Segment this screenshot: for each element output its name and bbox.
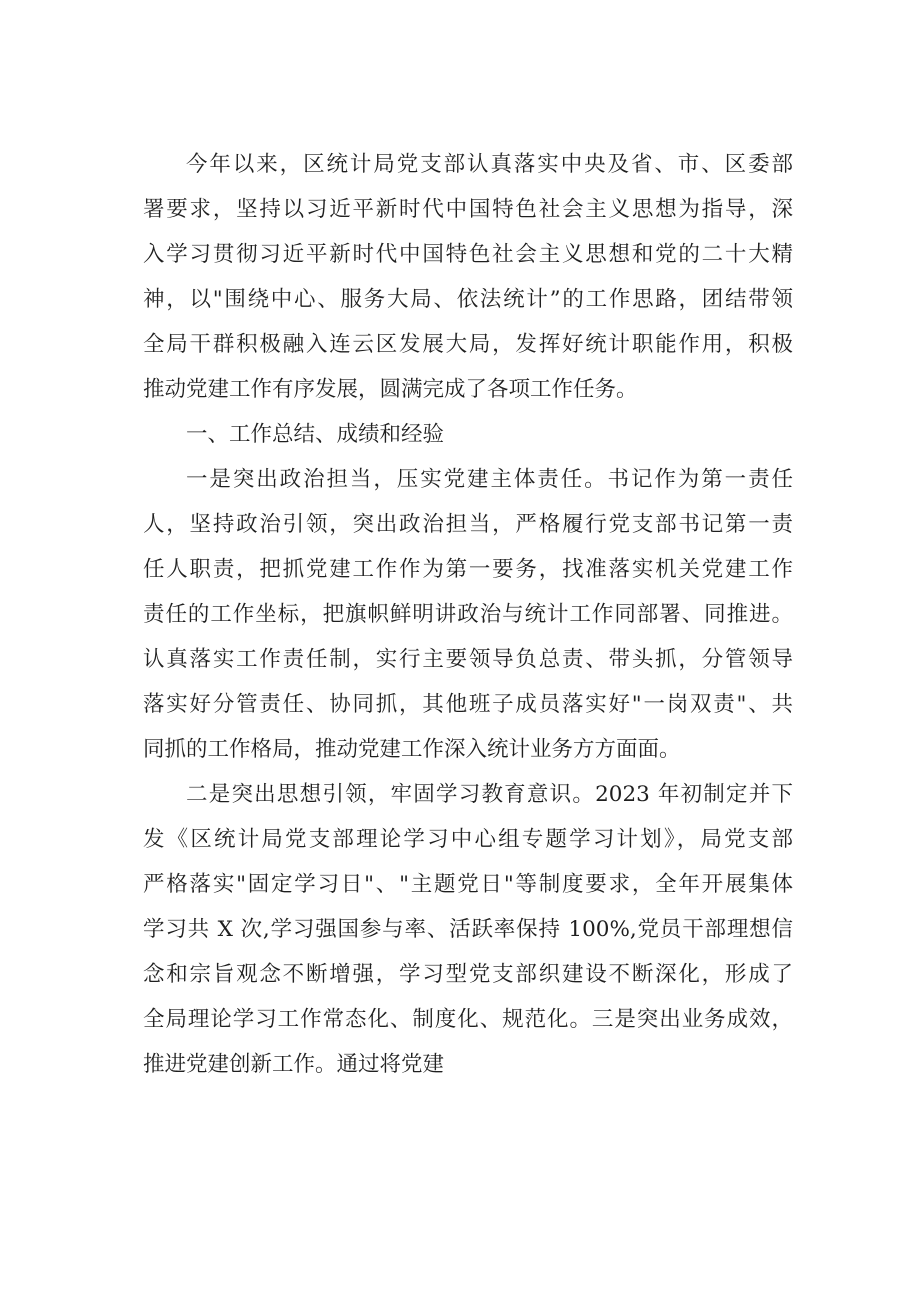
paragraph-line: 全局理论学习工作常态化、制度化、规范化。三是突出业务成效， <box>143 1007 793 1032</box>
section-heading: 一、工作总结、成绩和经验 <box>186 422 445 447</box>
paragraph-line: 推进党建创新工作。通过将党建 <box>143 1052 445 1077</box>
paragraph-line: 推动党建工作有序发展，圆满完成了各项工作任务。 <box>143 377 638 402</box>
paragraph-line: 念和宗旨观念不断增强，学习型党支部织建设不断深化，形成了 <box>143 962 793 987</box>
paragraph-line: 神，以"围绕中心、服务大局、依法统计”的工作思路，团结带领 <box>143 287 793 312</box>
point-1-paragraph <box>143 457 793 772</box>
point-2-paragraph <box>143 772 793 1087</box>
paragraph-line: 二是突出思想引领，牢固学习教育意识。2023 年初制定并下 <box>186 782 793 807</box>
paragraph-line: 入学习贯彻习近平新时代中国特色社会主义思想和党的二十大精 <box>143 242 793 267</box>
paragraph-line: 认真落实工作责任制，实行主要领导负总责、带头抓，分管领导 <box>143 647 793 672</box>
document-body <box>143 142 793 1087</box>
intro-paragraph <box>143 142 793 412</box>
paragraph-line: 全局干群积极融入连云区发展大局，发挥好统计职能作用，积极 <box>143 332 793 357</box>
paragraph-line: 学习共 X 次,学习强国参与率、活跃率保持 100%,党员干部理想信 <box>143 917 793 942</box>
paragraph-line: 署要求，坚持以习近平新时代中国特色社会主义思想为指导，深 <box>143 197 793 222</box>
paragraph-line: 任人职责，把抓党建工作作为第一要务，找准落实机关党建工作 <box>143 557 793 582</box>
paragraph-line: 今年以来，区统计局党支部认真落实中央及省、市、区委部 <box>186 152 793 177</box>
paragraph-line: 发《区统计局党支部理论学习中心组专题学习计划》，局党支部 <box>143 827 793 852</box>
paragraph-line: 人，坚持政治引领，突出政治担当，严格履行党支部书记第一责 <box>143 512 793 537</box>
paragraph-line: 严格落实"固定学习日"、"主题党日"等制度要求，全年开展集体 <box>143 872 793 897</box>
paragraph-line: 一是突出政治担当，压实党建主体责任。书记作为第一责任 <box>186 467 793 492</box>
paragraph-line: 同抓的工作格局，推动党建工作深入统计业务方方面面。 <box>143 737 681 762</box>
paragraph-line: 责任的工作坐标，把旗帜鲜明讲政治与统计工作同部署、同推进。 <box>143 602 793 627</box>
paragraph-line: 落实好分管责任、协同抓，其他班子成员落实好"一岗双责"、共 <box>143 692 793 717</box>
